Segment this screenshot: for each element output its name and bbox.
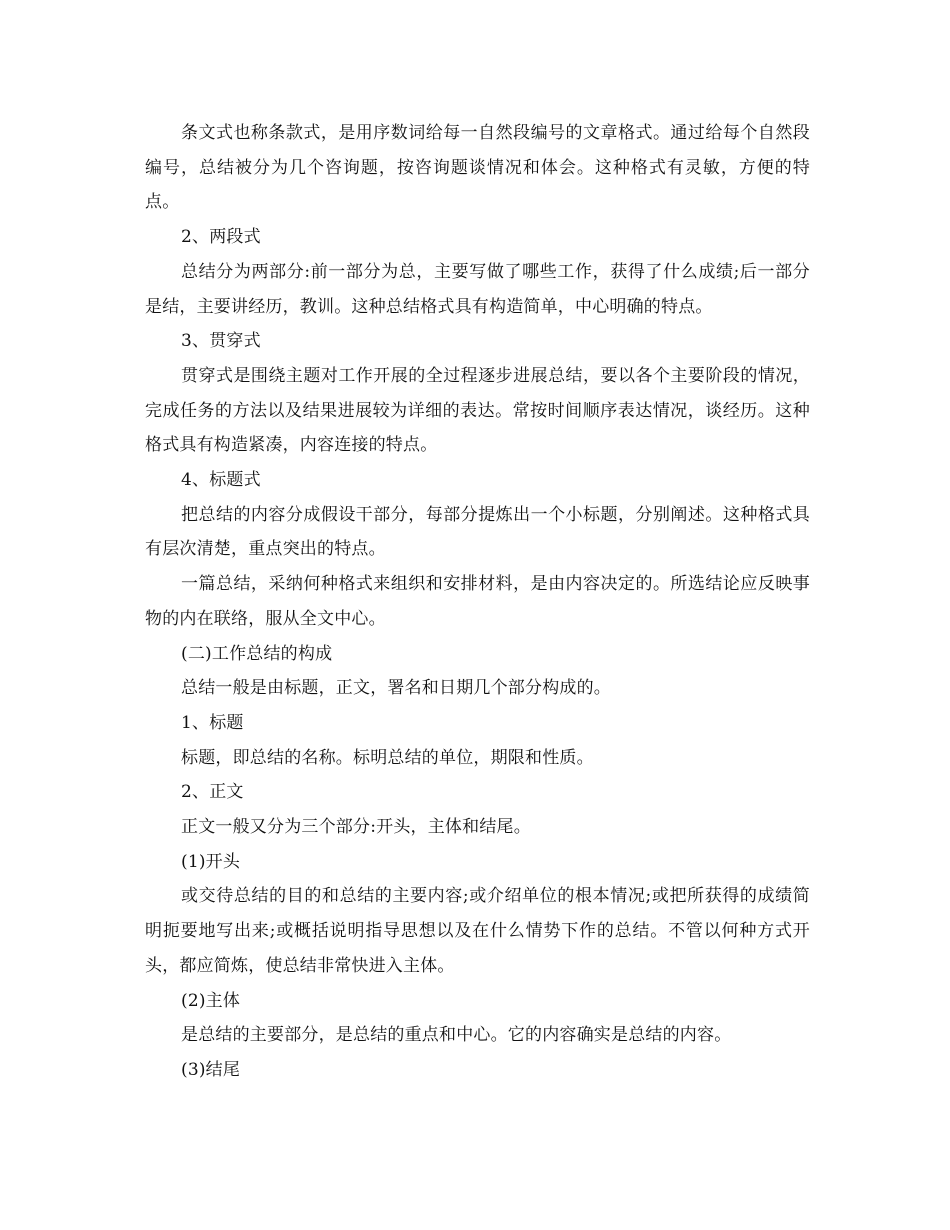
paragraph: 总结一般是由标题，正文，署名和日期几个部分构成的。	[181, 678, 611, 699]
paragraph: 或交待总结的目的和总结的主要内容;或介绍单位的根本情况;或把所获得的成绩简明扼要地写出来;或概括说明指导思想以及在什么情势下作的总结。不管以何种方式开头，都应简炼，使总结非常快进入主体。	[145, 886, 810, 976]
paragraph: 是总结的主要部分，是总结的重点和中心。它的内容确实是总结的内容。	[181, 1025, 732, 1046]
section-heading: 4、标题式	[181, 470, 261, 491]
paragraph: 总结分为两部分:前一部分为总，主要写做了哪些工作，获得了什么成绩;后一部分是结，主要讲经历，教训。这种总结格式具有构造简单，中心明确的特点。	[145, 261, 810, 317]
document-body	[145, 116, 810, 1088]
paragraph: 贯穿式是围绕主题对工作开展的全过程逐步进展总结，要以各个主要阶段的情况，完成任务的方法以及结果进展较为详细的表达。常按时间顺序表达情况，谈经历。这种格式具有构造紧凑，内容连接的特点。	[145, 365, 810, 456]
section-heading: 1、标题	[181, 712, 244, 733]
section-heading: (1)开头	[181, 851, 241, 872]
paragraph: 正文一般又分为三个部分:开头，主体和结尾。	[181, 817, 531, 838]
section-heading: (二)工作总结的构成	[181, 643, 333, 664]
paragraph: 条文式也称条款式，是用序数词给每一自然段编号的文章格式。通过给每个自然段编号，总结被分为几个咨询题，按咨询题谈情况和体会。这种格式有灵敏，方便的特点。	[145, 123, 810, 213]
paragraph: 标题，即总结的名称。标明总结的单位，期限和性质。	[181, 747, 594, 768]
paragraph: 一篇总结，采纳何种格式来组织和安排材料，是由内容决定的。所选结论应反映事物的内在联络，服从全文中心。	[145, 574, 810, 629]
paragraph: 把总结的内容分成假设干部分，每部分提炼出一个小标题，分别阐述。这种格式具有层次清楚，重点突出的特点。	[145, 504, 810, 560]
section-heading: (2)主体	[181, 990, 241, 1011]
section-heading: (3)结尾	[181, 1059, 241, 1080]
section-heading: 2、正文	[181, 782, 244, 803]
section-heading: 3、贯穿式	[181, 331, 261, 352]
section-heading: 2、两段式	[181, 227, 261, 248]
